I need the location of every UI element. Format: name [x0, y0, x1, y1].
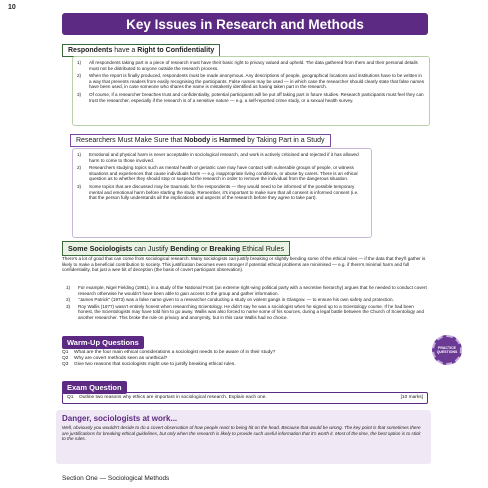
exam-label: Exam Question	[62, 381, 127, 394]
list-item: Q2 Why are covert methods seen as unethical?	[62, 356, 168, 361]
danger-text: Well, obviously you wouldn't decide to do a covert observation of how people react to being hit on the head. Because that would be wrong. The key point is that sometimes there are justifications for breaking ethical guidelines, but only when the research is likely to provide such useful information that it's worth it. Most of the time, the best option is to stick to the rules.	[62, 425, 421, 442]
warmup-label: Warm-Up Questions	[62, 336, 144, 349]
ethics-intro: There's a lot of good that can come from sociological research. Many sociologists can justify breaking or slightly bending some of the ethical rules — if the data that they'll gather is likely to make a beneficial contribution to society. This justification becomes even stronger if potential ethical problems are minimised — e.g. if there's minimal harm and full confidentiality, but just a wee bit of deception (the basis of covert participant observation).	[62, 256, 426, 273]
section-ethics-header: Some Sociologists can Justify Bending or Breaking Ethical Rules	[62, 241, 290, 256]
list-item: 1) Emotional and physical harm is never acceptable in sociological research, and work is actively criticised and rejected if it has allowed harm to come to those involved.	[77, 152, 359, 163]
footer: Section One — Sociological Methods	[62, 475, 170, 482]
practice-questions-stamp: PRACTICE QUESTIONS	[432, 335, 462, 365]
list-item: Q3 Give two reasons that sociologists might use to justify breaking ethical rules.	[62, 362, 236, 367]
list-item: 2) When the report is finally produced, respondents must be made anonymous. Any descriptions of people, geographical locations and institutions have to be written in a way that prevents readers from easily recognising the participants. False names may be used — in which case the researcher should clearly state that false names have been used, in case someone who shares the name is mistakenly identified as having taken part in the research.	[77, 73, 424, 90]
list-item: 2) "James Patrick" (1973) was a false name given to a researcher conducting a study on violent gangs in Glasgow. — to ensure his own safety and protection.	[66, 297, 394, 303]
list-item: 3) Roy Wallis (1977) wasn't entirely honest when researching Scientology. He didn't say he was a sociologist when he signed up to a Scientology course. If he had been honest, the Scientologists may have told him to go away. Wallis was also forced to name some of his sources, during a legal battle between the Church of Scientology and another researcher. This broke the rule on privacy and anonymity, but in this case Wallis had no choice.	[66, 303, 424, 320]
list-item: 3) Some topics that are discussed may be traumatic for the respondents — they would need to be informed of the possible temporary mental and emotional harm before starting the study. Remember, it's important to make sure that all consent is informed consent (i.e. that the person fully understands all the implications and aspects of the research before they agree to take part).	[77, 183, 359, 201]
harm-box	[72, 148, 372, 238]
danger-box	[56, 410, 431, 464]
section-harm-header: Researchers Must Make Sure that Nobody is Harmed by Taking Part in a Study	[70, 134, 331, 147]
ethics-examples	[66, 285, 428, 322]
warmup-questions	[62, 347, 428, 375]
list-item: 2) Researchers studying topics such as mental health or geriatric care may have contact with vulnerable groups of people, or witness situations and experiences that cause individuals harm — e.g. inappropriate living conditions, or abuse by carers. There is an ethical question as to whether they should stop or suspend the research in order to remove the individual from the dangerous situation.	[77, 165, 358, 182]
list-item: Q1 What are the four main ethical considerations a sociologist needs to be aware of in their study?	[62, 350, 276, 355]
list-item: 1) For example, Nigel Fielding (1981), in a study of the National Front (an extreme right-wing political party with a secretive hierarchy) argues that he needed to conduct covert research otherwise he wouldn't have been able to gain access to the group and gather information.	[66, 285, 427, 296]
list-item: 1) All respondents taking part in a piece of research must have their basic right to privacy valued and upheld. The data gathered from them and their personal details must not be distributed to anyone outside the research process.	[77, 60, 418, 71]
confidentiality-box	[72, 56, 430, 126]
page-title: Key Issues in Research and Methods	[126, 16, 364, 32]
list-item: 3) Of course, if a researcher breaches trust and confidentiality, potential participants will be put off taking part in future studies. Research participants must feel they can trust the researcher, especially if the research is of a sensitive nature — e.g. a self-reported crime study, or a sexual health survey.	[77, 91, 424, 103]
danger-title: Danger, sociologists at work...	[62, 414, 178, 423]
page-number: 10	[8, 4, 16, 11]
page-title-banner	[62, 13, 428, 35]
exam-question: Q1 Outline two reasons why ethics are important in sociological research. Explain each one. [10 marks]	[62, 392, 428, 404]
section-confidentiality-header: Respondents have a Right to Confidentiality	[62, 44, 220, 57]
